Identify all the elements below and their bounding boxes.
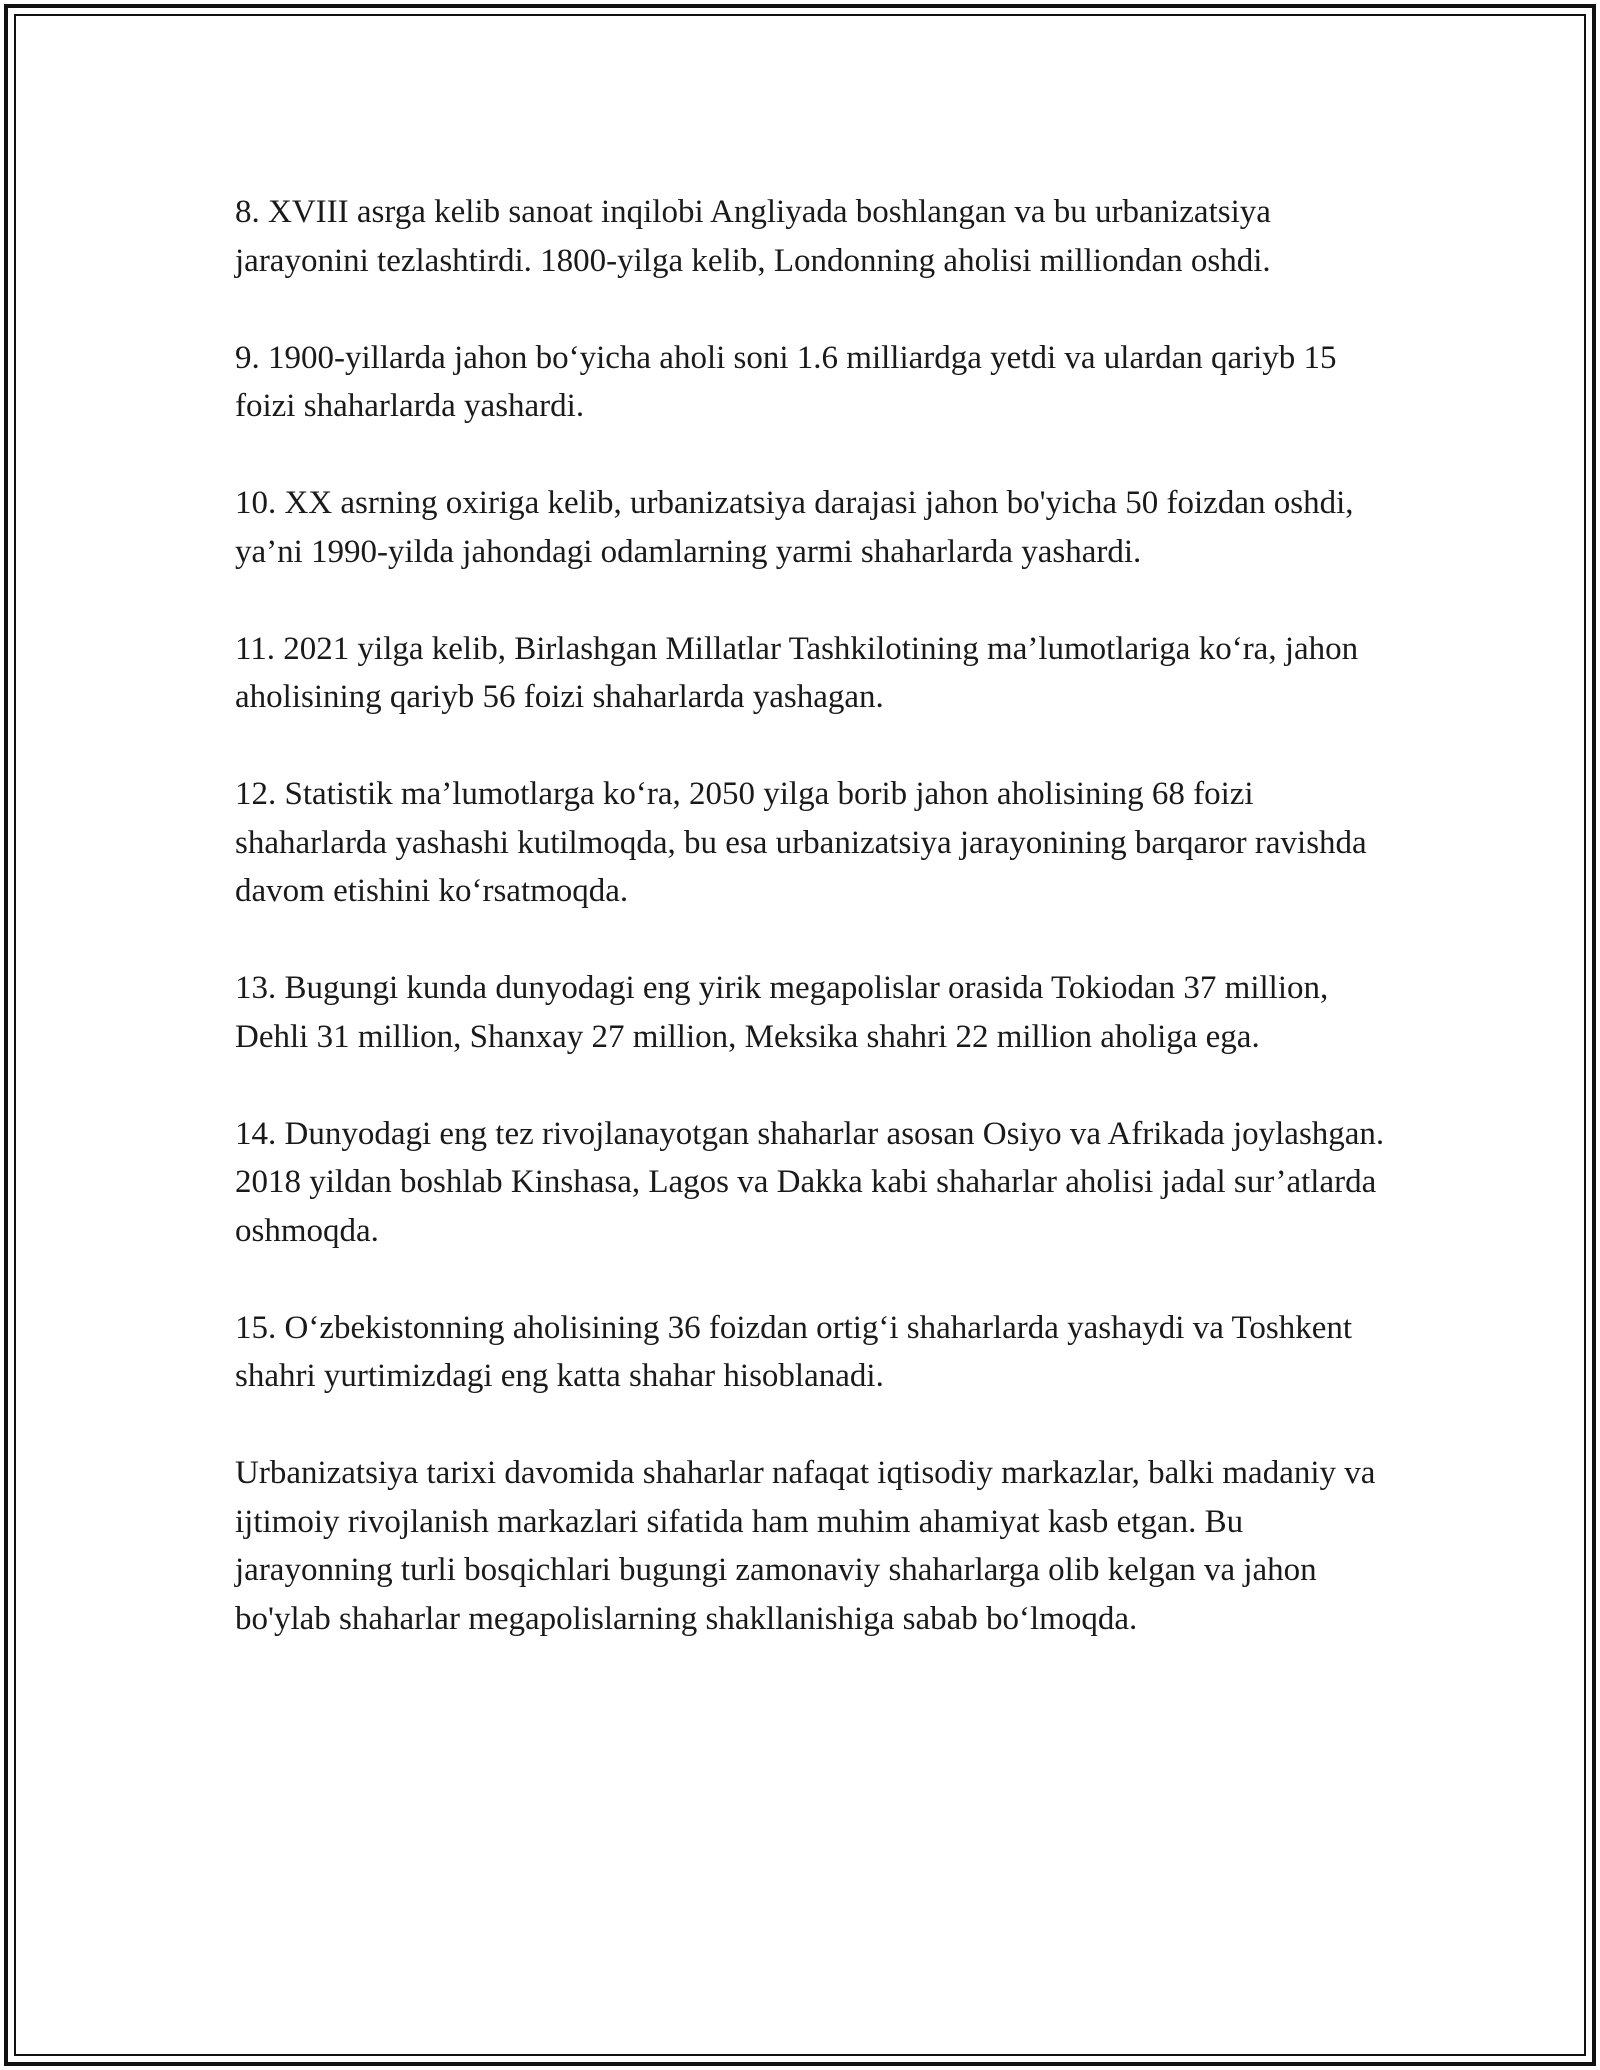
paragraph-item-13: 13. Bugungi kunda dunyodagi eng yirik megapolislar orasida Tokiodan 37 million, Dehli 31 million, Shanxay 27 million, Meksika shahri 22 million aholiga ega. xyxy=(235,970,1329,1055)
conclusion-paragraph: Urbanizatsiya tarixi davomida shaharlar nafaqat iqtisodiy markazlar, balki madaniy va ijtimoiy rivojlanish markazlari sifatida ham muhim ahamiyat kasb etgan. Bu jarayonning turli bosqichlari bugungi zamonaviy shaharlarga olib kelgan va jahon bo'ylab shaharlar megapolislarning shakllanishiga sabab bo‘lmoqda. xyxy=(235,1455,1376,1637)
paragraph-item-15: 15. O‘zbekistonning aholisining 36 foizdan ortig‘i shaharlarda yashaydi va Toshkent shahri yurtimizdagi eng katta shahar hisoblanadi. xyxy=(235,1309,1353,1394)
paragraph-item-8: 8. XVIII asrga kelib sanoat inqilobi Angliyada boshlangan va bu urbanizatsiya jarayonini tezlashtirdi. 1800-yilga kelib, Londonning aholisi milliondan oshdi. xyxy=(235,194,1271,279)
paragraph-item-12: 12. Statistik ma’lumotlarga ko‘ra, 2050 yilga borib jahon aholisining 68 foizi shaharlarda yashashi kutilmoqda, bu esa urbanizatsiya jarayonining barqaror ravishda davom etishini ko‘rsatmoqda. xyxy=(235,776,1367,909)
paragraph-item-10: 10. XX asrning oxiriga kelib, urbanizatsiya darajasi jahon bo'yicha 50 foizdan oshdi, ya’ni 1990-yilda jahondagi odamlarning yarmi shaharlarda yashardi. xyxy=(235,485,1354,570)
paragraph-item-14: 14. Dunyodagi eng tez rivojlanayotgan shaharlar asosan Osiyo va Afrikada joylashgan. 2018 yildan boshlab Kinshasa, Lagos va Dakka kabi shaharlar aholisi jadal sur’atlarda oshmoqda. xyxy=(235,1115,1385,1249)
document-body xyxy=(235,188,1385,1692)
paragraph-item-9: 9. 1900-yillarda jahon bo‘yicha aholi soni 1.6 milliardga yetdi va ulardan qariyb 15 foizi shaharlarda yashardi. xyxy=(235,339,1337,424)
paragraph-item-11: 11. 2021 yilga kelib, Birlashgan Millatlar Tashkilotining ma’lumotlariga ko‘ra, jahon aholisining qariyb 56 foizi shaharlarda yashagan. xyxy=(235,630,1359,715)
